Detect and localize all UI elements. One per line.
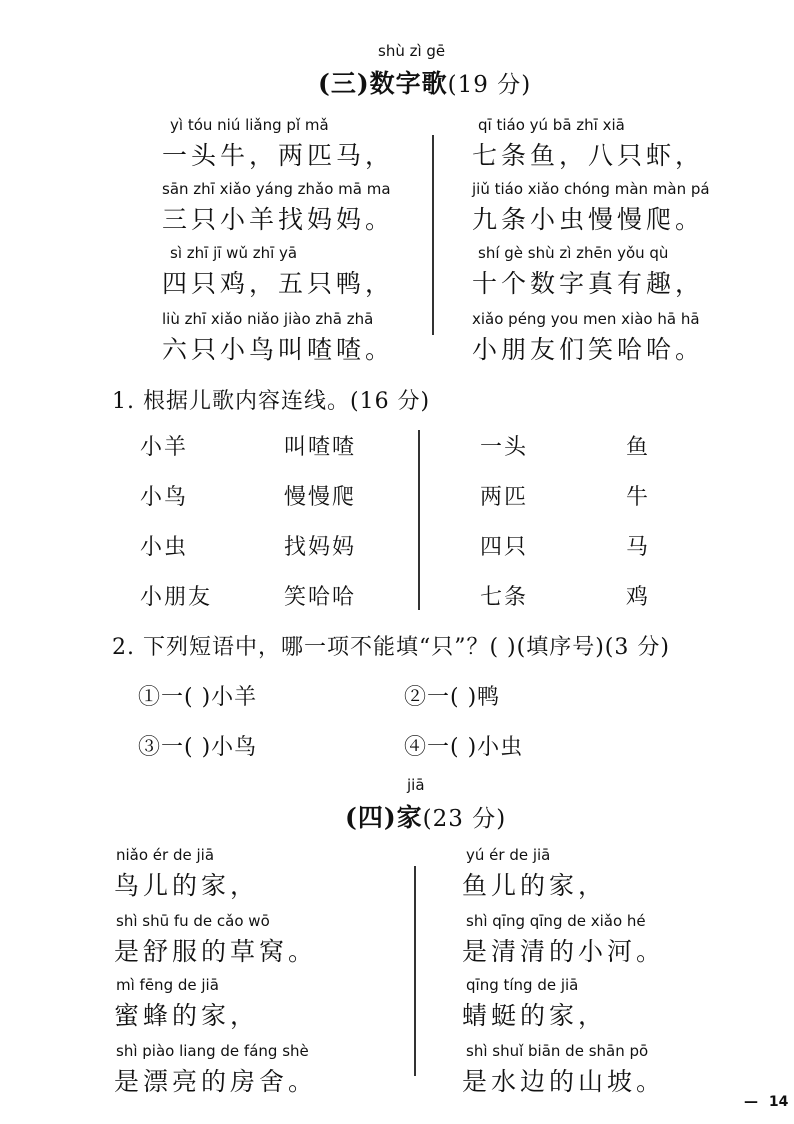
poem4-left-pinyin-2: shì shū fu de cǎo wō (116, 912, 270, 930)
poem4-right-pinyin-1: yú ér de jiā (466, 846, 551, 864)
match-left-b-3[interactable]: 找妈妈 (284, 535, 357, 560)
section4-score: (23 分) (422, 806, 507, 832)
section4-title-pinyin: jiā (407, 776, 425, 794)
match-right-a-1[interactable]: 一头 (480, 435, 529, 460)
poem3-left-pinyin-4: liù zhī xiǎo niǎo jiào zhā zhā (162, 310, 374, 328)
poem3-left-pinyin-2: sān zhī xiǎo yáng zhǎo mā ma (162, 180, 391, 198)
match-left-a-4[interactable]: 小朋友 (140, 585, 213, 610)
match-right-b-2[interactable]: 牛 (626, 485, 651, 510)
match-left-b-1[interactable]: 叫喳喳 (284, 435, 357, 460)
match-right-b-3[interactable]: 马 (626, 535, 651, 560)
poem3-right-pinyin-4: xiǎo péng you men xiào hā hā (472, 310, 700, 328)
poem3-right-line-3: 十个数字真有趣， (472, 269, 705, 298)
poem3-left-line-1: 一头牛，两匹马， (162, 141, 395, 170)
match-right-b-1[interactable]: 鱼 (626, 435, 651, 460)
question-2-text: 2. 下列短语中，哪一项不能填“只”？( )(填序号)(3 分) (112, 635, 670, 660)
poem4-left-line-1: 鸟儿的家， (114, 871, 260, 900)
poem3-right-line-2: 九条小虫慢慢爬。 (472, 205, 705, 234)
poem4-right-pinyin-4: shì shuǐ biān de shān pō (466, 1042, 649, 1060)
q2-option-3[interactable]: ③一( )小鸟 (138, 735, 258, 760)
poem3-left-pinyin-3: sì zhī jī wǔ zhī yā (170, 244, 298, 262)
page-number-dash: — (744, 1094, 758, 1110)
q2-option-4[interactable]: ④一( )小虫 (404, 735, 524, 760)
match-left-a-1[interactable]: 小羊 (140, 435, 189, 460)
match-divider (418, 430, 420, 610)
q2-option-1[interactable]: ①一( )小羊 (138, 685, 258, 710)
match-left-a-3[interactable]: 小虫 (140, 535, 189, 560)
poem4-right-line-1: 鱼儿的家， (462, 871, 608, 900)
question-1-text: 1. 根据儿歌内容连线。(16 分) (112, 389, 431, 414)
match-right-a-4[interactable]: 七条 (480, 585, 529, 610)
poem3-left-pinyin-1: yì tóu niú liǎng pǐ mǎ (170, 116, 329, 134)
section3-title (318, 64, 531, 100)
poem3-left-line-3: 四只鸡，五只鸭， (162, 269, 395, 298)
poem4-left-pinyin-3: mì fēng de jiā (116, 976, 219, 994)
match-right-a-3[interactable]: 四只 (480, 535, 529, 560)
match-left-a-2[interactable]: 小鸟 (140, 485, 189, 510)
poem3-right-pinyin-2: jiǔ tiáo xiǎo chóng màn màn pá (472, 180, 710, 198)
section4-title-text: (四)家 (345, 803, 423, 832)
match-right-b-4[interactable]: 鸡 (626, 585, 651, 610)
section3-title-text: (三)数字歌 (318, 69, 448, 98)
section4-title (345, 798, 506, 834)
poem3-divider (432, 135, 434, 335)
poem3-left-line-2: 三只小羊找妈妈。 (162, 205, 395, 234)
poem4-right-pinyin-3: qīng tíng de jiā (466, 976, 579, 994)
match-right-a-2[interactable]: 两匹 (480, 485, 529, 510)
poem3-right-pinyin-3: shí gè shù zì zhēn yǒu qù (478, 244, 669, 262)
poem3-right-pinyin-1: qī tiáo yú bā zhī xiā (478, 116, 625, 134)
poem4-right-line-2: 是清清的小河。 (462, 937, 666, 966)
poem4-left-pinyin-4: shì piào liang de fáng shè (116, 1042, 309, 1060)
poem4-left-line-2: 是舒服的草窝。 (114, 937, 318, 966)
match-left-b-4[interactable]: 笑哈哈 (284, 585, 357, 610)
poem4-left-pinyin-1: niǎo ér de jiā (116, 846, 215, 864)
poem3-left-line-4: 六只小鸟叫喳喳。 (162, 335, 395, 364)
poem4-right-line-4: 是水边的山坡。 (462, 1067, 666, 1096)
poem3-right-line-4: 小朋友们笑哈哈。 (472, 335, 705, 364)
poem4-left-line-4: 是漂亮的房舍。 (114, 1067, 318, 1096)
poem4-right-pinyin-2: shì qīng qīng de xiǎo hé (466, 912, 646, 930)
q2-option-2[interactable]: ②一( )鸭 (404, 685, 501, 710)
section3-score: (19 分) (447, 72, 532, 98)
poem4-divider (414, 866, 416, 1076)
page-number-value: 14 (768, 1094, 789, 1110)
poem3-right-line-1: 七条鱼，八只虾， (472, 141, 705, 170)
page-number (744, 1094, 788, 1110)
section3-title-pinyin: shù zì gē (378, 42, 446, 60)
match-left-b-2[interactable]: 慢慢爬 (284, 485, 357, 510)
poem4-left-line-3: 蜜蜂的家， (114, 1001, 260, 1030)
poem4-right-line-3: 蜻蜓的家， (462, 1001, 608, 1030)
